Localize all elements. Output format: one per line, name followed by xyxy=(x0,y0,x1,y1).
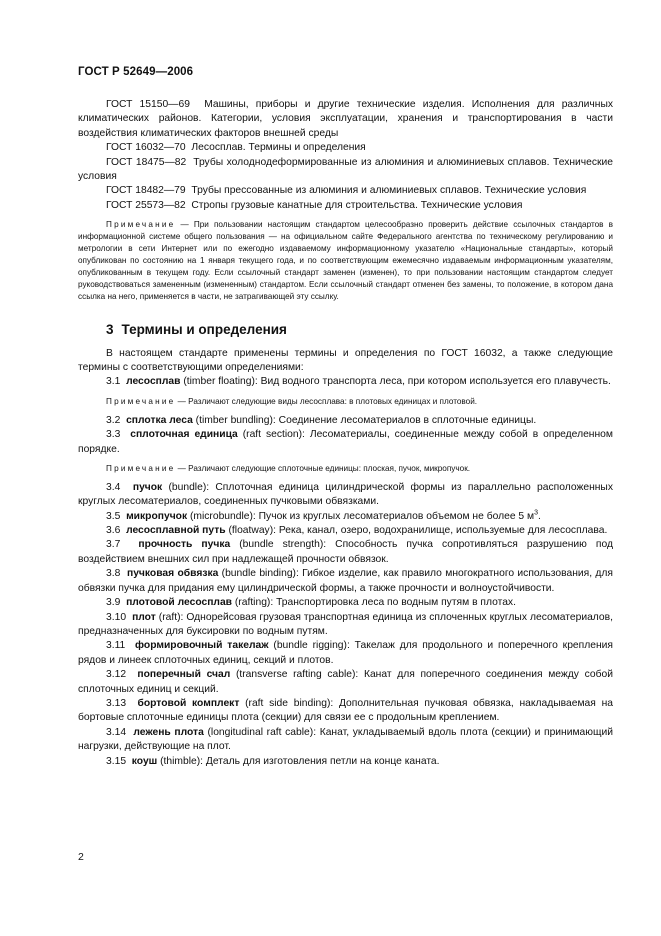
term-definition: 3.15 коуш (thimble): Деталь для изготовления петли на конце каната. xyxy=(106,755,440,767)
term-definition: 3.11 формировочный такелаж (bundle rigging): Такелаж для продольного и поперечного крепления рядов и линеек сплоточных единиц, секций и плотов. xyxy=(78,640,613,666)
document-body xyxy=(78,98,613,769)
ref-item: ГОСТ 25573—82 Стропы грузовые канатные для строительства. Технические условия xyxy=(106,199,523,211)
note-label: Примечание xyxy=(106,220,176,230)
term-definition: 3.13 бортовой комплект (raft side binding): Дополнительная пучковая обвязка, накладываемая на бортовые сплоточные единицы плота (секции) для связи ее с продольным креплением. xyxy=(78,697,613,724)
term-definition: 3.1 лесосплав (timber floating): Вид водного транспорта леса, при котором используется его плавучесть. xyxy=(106,376,611,388)
term-definition: 3.3 сплоточная единица (raft section): Лесоматериалы, соединенные между собой в определенном порядке. xyxy=(78,429,613,455)
note-references: Примечание — При пользовании настоящим стандартом целесообразно проверить действие ссылочных стандартов в информационной системе общего пользования — на официальном сайте Федерального агентства по техническому регулированию и метрологии в сети Интернет или по ежегодно издаваемому информационному указателю «Национальные стандарты», который опубликован по состоянию на 1 января текущего года, и по соответствующим ежемесячно издаваемым информационным указателям, опубликованным в текущем году. Если ссылочный стандарт заменен (изменен), то при пользовании настоящим стандартом следует руководствоваться замененным (измененным) стандартом. Если ссылочный стандарт отменен без замены, то положение, в котором дана ссылка на него, применяется в части, не затрагивающей эту ссылку. xyxy=(78,220,613,301)
term-definition: 3.9 плотовой лесосплав (rafting): Транспортировка леса по водным путям в плотах. xyxy=(106,597,516,609)
term-definition: 3.14 лежень плота (longitudinal raft cable): Канат, укладываемый вдоль плота (секции) и принимающий нагрузки, действующие на плот. xyxy=(78,726,613,753)
term-definition: 3.12 поперечный счал (transverse rafting cable): Канат для поперечного соединения между собой сплоточных единиц и секций. xyxy=(78,669,613,695)
term-definition: 3.4 пучок (bundle): Сплоточная единица цилиндрической формы из параллельно расположенных круглых лесоматериалов, соединенных пучковыми обвязками. xyxy=(78,481,613,508)
note-term: Примечание — Различают следующие виды лесосплава: в плотовых единицах и плотовой. xyxy=(106,396,478,406)
ref-item: ГОСТ 18482—79 Трубы прессованные из алюминия и алюминиевых сплавов. Технические условия xyxy=(106,185,587,197)
section-heading: 3 Термины и определения xyxy=(106,321,287,337)
ref-item: ГОСТ 16032—70 Лесосплав. Термины и определения xyxy=(106,142,366,154)
term-definition: 3.6 лесосплавной путь (floatway): Река, канал, озеро, водохранилище, используемые для лесосплава. xyxy=(106,525,608,537)
term-definition: 3.2 сплотка леса (timber bundling): Соединение лесоматериалов в сплоточные единицы. xyxy=(106,414,537,426)
ref-item: ГОСТ 15150—69 Машины, приборы и другие технические изделия. Исполнения для различных климатических районов. Категории, условия эксплуатации, хранения и транспортирования в части воздействия климатических факторов внешней среды xyxy=(78,99,613,139)
section-intro: В настоящем стандарте применены термины и определения по ГОСТ 16032, а также следующие термины с соответствующими определениями: xyxy=(78,347,613,373)
term-definition: 3.10 плот (raft): Однорейсовая грузовая транспортная единица из сплоченных круглых лесоматериалов, предназначенных для буксировки по водным путям. xyxy=(78,611,613,637)
document-header: ГОСТ Р 52649—2006 xyxy=(78,66,194,78)
term-definition: 3.5 микропучок (microbundle): Пучок из круглых лесоматериалов объемом не более 5 $м^3$. xyxy=(106,509,541,522)
ref-item: ГОСТ 18475—82 Трубы холоднодеформированные из алюминия и алюминиевых сплавов. Технические условия xyxy=(78,156,614,183)
term-definition: 3.8 пучковая обвязка (bundle binding): Гибкое изделие, как правило многократного использования, для обвязки пучка для придания ему цилиндрической формы, а также прочности и волноустойчивости. xyxy=(78,568,613,594)
page-number: 2 xyxy=(78,851,84,863)
term-definition: 3.7 прочность пучка (bundle strength): Способность пучка сопротивляться разрушению под воздействием внешних сил при надлежащей прочности обвязок. xyxy=(78,539,613,565)
note-term: Примечание — Различают следующие сплоточные единицы: плоская, пучок, микропучок. xyxy=(106,463,471,473)
